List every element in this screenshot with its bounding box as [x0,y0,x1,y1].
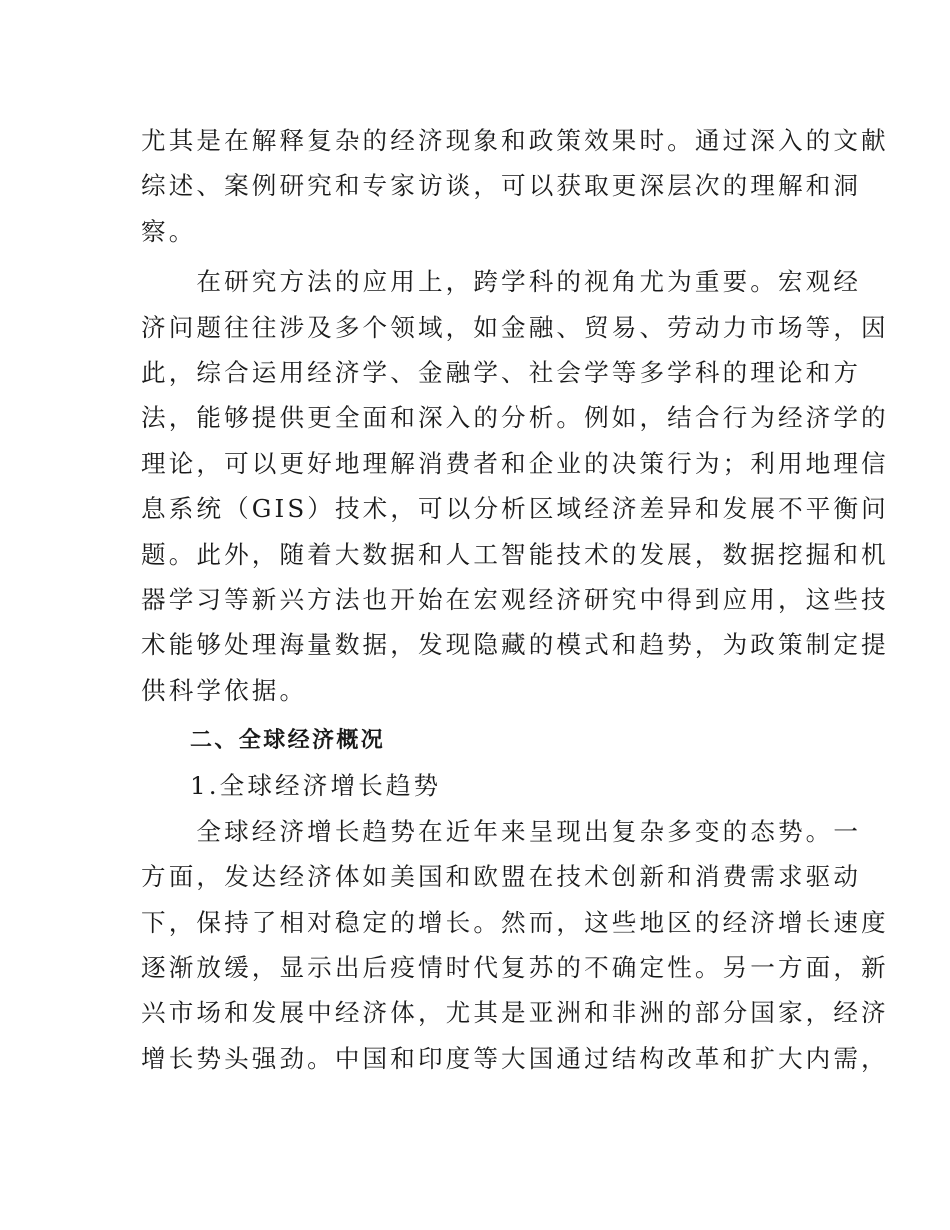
text-line: 术能够处理海量数据，发现隐藏的模式和趋势，为政策制定提 [141,630,889,660]
text-line: 息系统（GIS）技术，可以分析区域经济差异和发展不平衡问 [141,494,889,524]
paragraph-2 [141,259,889,713]
text-line: 器学习等新兴方法也开始在宏观经济研究中得到应用，这些技 [141,584,889,614]
text-line: 增长势头强劲。中国和印度等大国通过结构改革和扩大内需， [141,1043,889,1073]
text-line: 察。 [141,216,197,246]
text-line: 供科学依据。 [141,675,308,705]
paragraph-1 [141,118,889,254]
text-line: 全球经济增长趋势在近年来呈现出复杂多变的态势。一 [141,816,862,846]
document-body [141,118,889,1081]
text-line: 理论，可以更好地理解消费者和企业的决策行为；利用地理信 [141,448,889,478]
text-line: 法，能够提供更全面和深入的分析。例如，结合行为经济学的 [141,403,889,433]
subsection-heading: 1.全球经济增长趋势 [190,771,442,801]
section-heading: 二、全球经济概况 [190,728,386,754]
paragraph-3 [141,809,889,1081]
text-line: 题。此外，随着大数据和人工智能技术的发展，数据挖掘和机 [141,539,889,569]
text-line: 综述、案例研究和专家访谈，可以获取更深层次的理解和洞 [141,171,862,201]
text-line: 在研究方法的应用上，跨学科的视角尤为重要。宏观经 [141,267,862,297]
text-line: 济问题往往涉及多个领域，如金融、贸易、劳动力市场等，因 [141,312,889,342]
text-line: 逐渐放缓，显示出后疫情时代复苏的不确定性。另一方面，新 [141,953,889,983]
text-line: 此，综合运用经济学、金融学、社会学等多学科的理论和方 [141,357,862,387]
text-line: 方面，发达经济体如美国和欧盟在技术创新和消费需求驱动 [141,862,862,892]
text-line: 尤其是在解释复杂的经济现象和政策效果时。通过深入的文献 [141,126,889,155]
text-line: 下，保持了相对稳定的增长。然而，这些地区的经济增长速度 [141,907,889,937]
text-line: 兴市场和发展中经济体，尤其是亚洲和非洲的部分国家，经济 [141,998,889,1028]
